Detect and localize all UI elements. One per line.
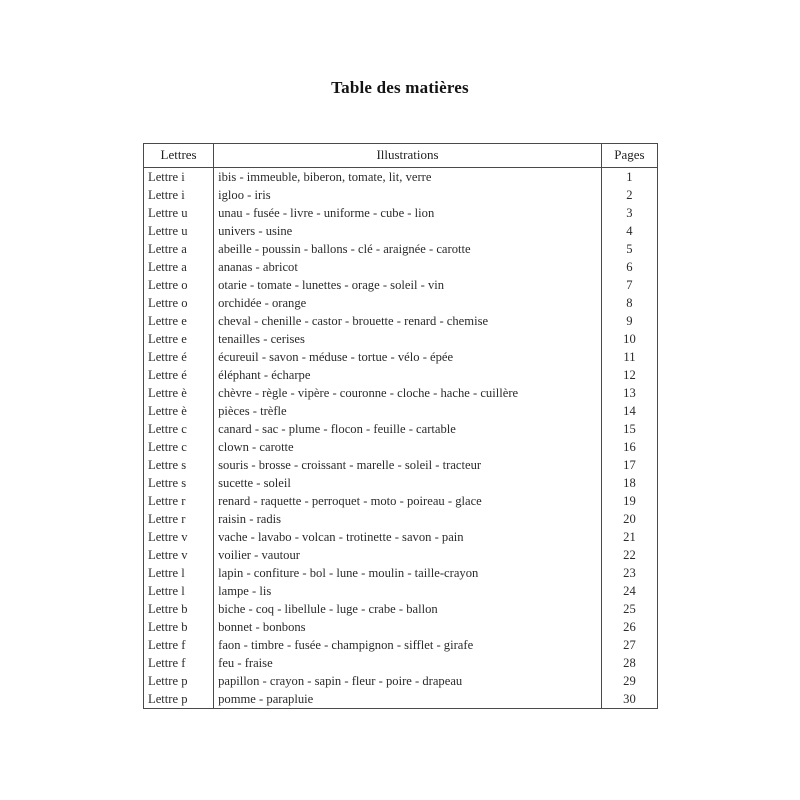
table-row (144, 690, 658, 709)
column-header-illustrations: Illustrations (214, 144, 602, 168)
cell-illustrations: orchidée - orange (214, 294, 602, 312)
cell-page-number: 7 (601, 276, 657, 294)
cell-illustrations: ibis - immeuble, biberon, tomate, lit, verre (214, 168, 602, 187)
cell-page-number: 25 (601, 600, 657, 618)
table-row (144, 672, 658, 690)
cell-page-number: 22 (601, 546, 657, 564)
cell-page-number: 3 (601, 204, 657, 222)
cell-lettre: Lettre s (144, 456, 214, 474)
table-row (144, 204, 658, 222)
table-row (144, 546, 658, 564)
table-row (144, 474, 658, 492)
cell-illustrations: pièces - trèfle (214, 402, 602, 420)
table-row (144, 348, 658, 366)
column-header-pages: Pages (601, 144, 657, 168)
table-header-row (144, 144, 658, 168)
cell-page-number: 12 (601, 366, 657, 384)
cell-lettre: Lettre i (144, 186, 214, 204)
cell-lettre: Lettre è (144, 384, 214, 402)
cell-page-number: 9 (601, 312, 657, 330)
cell-illustrations: unau - fusée - livre - uniforme - cube - lion (214, 204, 602, 222)
cell-page-number: 11 (601, 348, 657, 366)
cell-page-number: 24 (601, 582, 657, 600)
cell-lettre: Lettre c (144, 438, 214, 456)
table-row (144, 258, 658, 276)
column-header-lettres: Lettres (144, 144, 214, 168)
table-row (144, 168, 658, 187)
table-body (144, 168, 658, 709)
cell-page-number: 21 (601, 528, 657, 546)
table-header (144, 144, 658, 168)
cell-illustrations: feu - fraise (214, 654, 602, 672)
cell-illustrations: faon - timbre - fusée - champignon - sifflet - girafe (214, 636, 602, 654)
table-row (144, 510, 658, 528)
cell-illustrations: pomme - parapluie (214, 690, 602, 709)
cell-page-number: 15 (601, 420, 657, 438)
table-row (144, 420, 658, 438)
table-row (144, 618, 658, 636)
cell-lettre: Lettre u (144, 204, 214, 222)
cell-lettre: Lettre r (144, 492, 214, 510)
cell-illustrations: cheval - chenille - castor - brouette - renard - chemise (214, 312, 602, 330)
cell-lettre: Lettre è (144, 402, 214, 420)
table-of-contents (143, 143, 658, 709)
cell-illustrations: ananas - abricot (214, 258, 602, 276)
cell-illustrations: papillon - crayon - sapin - fleur - poire - drapeau (214, 672, 602, 690)
cell-page-number: 28 (601, 654, 657, 672)
cell-lettre: Lettre r (144, 510, 214, 528)
table-row (144, 528, 658, 546)
cell-illustrations: éléphant - écharpe (214, 366, 602, 384)
table-row (144, 600, 658, 618)
cell-lettre: Lettre é (144, 348, 214, 366)
cell-illustrations: raisin - radis (214, 510, 602, 528)
cell-page-number: 29 (601, 672, 657, 690)
toc-table (143, 143, 658, 709)
cell-page-number: 13 (601, 384, 657, 402)
cell-lettre: Lettre s (144, 474, 214, 492)
cell-lettre: Lettre b (144, 618, 214, 636)
cell-illustrations: sucette - soleil (214, 474, 602, 492)
cell-illustrations: lampe - lis (214, 582, 602, 600)
cell-lettre: Lettre p (144, 690, 214, 709)
table-row (144, 456, 658, 474)
cell-illustrations: otarie - tomate - lunettes - orage - soleil - vin (214, 276, 602, 294)
cell-illustrations: clown - carotte (214, 438, 602, 456)
cell-lettre: Lettre p (144, 672, 214, 690)
cell-lettre: Lettre f (144, 654, 214, 672)
cell-page-number: 26 (601, 618, 657, 636)
cell-illustrations: voilier - vautour (214, 546, 602, 564)
cell-illustrations: igloo - iris (214, 186, 602, 204)
cell-lettre: Lettre o (144, 294, 214, 312)
cell-illustrations: renard - raquette - perroquet - moto - poireau - glace (214, 492, 602, 510)
cell-page-number: 10 (601, 330, 657, 348)
table-row (144, 582, 658, 600)
cell-page-number: 14 (601, 402, 657, 420)
table-row (144, 222, 658, 240)
table-row (144, 636, 658, 654)
cell-illustrations: vache - lavabo - volcan - trotinette - savon - pain (214, 528, 602, 546)
cell-lettre: Lettre l (144, 564, 214, 582)
cell-page-number: 6 (601, 258, 657, 276)
cell-page-number: 5 (601, 240, 657, 258)
cell-lettre: Lettre a (144, 258, 214, 276)
cell-lettre: Lettre a (144, 240, 214, 258)
cell-page-number: 4 (601, 222, 657, 240)
cell-lettre: Lettre v (144, 546, 214, 564)
cell-page-number: 19 (601, 492, 657, 510)
table-row (144, 294, 658, 312)
cell-lettre: Lettre e (144, 330, 214, 348)
cell-lettre: Lettre i (144, 168, 214, 187)
cell-illustrations: canard - sac - plume - flocon - feuille - cartable (214, 420, 602, 438)
cell-page-number: 16 (601, 438, 657, 456)
cell-lettre: Lettre c (144, 420, 214, 438)
cell-page-number: 8 (601, 294, 657, 312)
cell-illustrations: univers - usine (214, 222, 602, 240)
cell-page-number: 30 (601, 690, 657, 709)
table-row (144, 384, 658, 402)
cell-lettre: Lettre u (144, 222, 214, 240)
table-row (144, 492, 658, 510)
cell-page-number: 23 (601, 564, 657, 582)
cell-page-number: 20 (601, 510, 657, 528)
table-row (144, 402, 658, 420)
cell-lettre: Lettre v (144, 528, 214, 546)
cell-illustrations: tenailles - cerises (214, 330, 602, 348)
cell-lettre: Lettre f (144, 636, 214, 654)
cell-illustrations: bonnet - bonbons (214, 618, 602, 636)
cell-page-number: 2 (601, 186, 657, 204)
cell-lettre: Lettre b (144, 600, 214, 618)
cell-illustrations: écureuil - savon - méduse - tortue - vélo - épée (214, 348, 602, 366)
table-row (144, 438, 658, 456)
cell-lettre: Lettre é (144, 366, 214, 384)
table-row (144, 312, 658, 330)
table-row (144, 276, 658, 294)
cell-illustrations: lapin - confiture - bol - lune - moulin - taille-crayon (214, 564, 602, 582)
cell-page-number: 17 (601, 456, 657, 474)
cell-page-number: 1 (601, 168, 657, 187)
cell-lettre: Lettre e (144, 312, 214, 330)
table-row (144, 186, 658, 204)
cell-page-number: 18 (601, 474, 657, 492)
cell-page-number: 27 (601, 636, 657, 654)
table-row (144, 564, 658, 582)
cell-illustrations: biche - coq - libellule - luge - crabe - ballon (214, 600, 602, 618)
table-row (144, 330, 658, 348)
cell-illustrations: chèvre - règle - vipère - couronne - cloche - hache - cuillère (214, 384, 602, 402)
table-row (144, 240, 658, 258)
page-title: Table des matières (331, 78, 469, 97)
cell-lettre: Lettre l (144, 582, 214, 600)
table-row (144, 366, 658, 384)
cell-lettre: Lettre o (144, 276, 214, 294)
cell-illustrations: abeille - poussin - ballons - clé - araignée - carotte (214, 240, 602, 258)
table-row (144, 654, 658, 672)
cell-illustrations: souris - brosse - croissant - marelle - soleil - tracteur (214, 456, 602, 474)
